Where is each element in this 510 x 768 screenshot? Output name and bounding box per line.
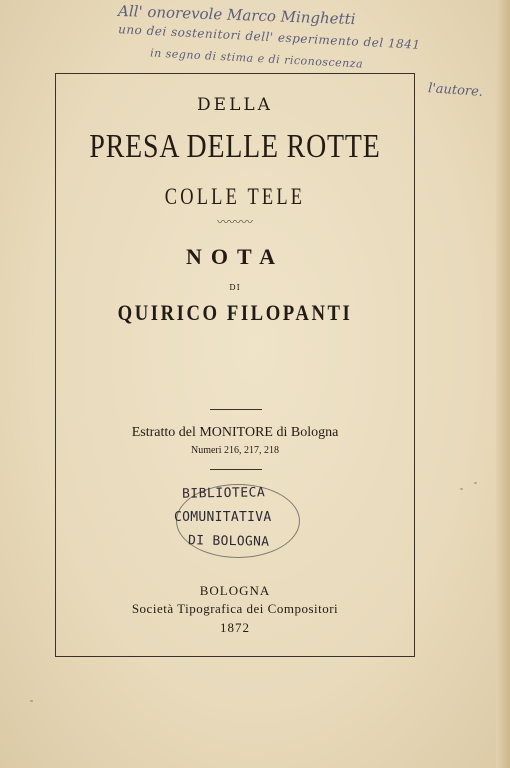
extract-line-2: Numeri 216, 217, 218 xyxy=(190,445,280,456)
imprint-year: 1872 xyxy=(220,620,250,635)
stamp-line-2: COMUNITATIVA xyxy=(174,510,272,525)
title-main: PRESA DELLE ROTTE xyxy=(89,128,381,165)
di-label: DI xyxy=(229,283,241,292)
stamp-line-3: DI BOLOGNA xyxy=(187,533,270,550)
inscription-line-1: All' onorevole Marco Minghetti xyxy=(117,1,356,29)
inscription-line-4: l'autore. xyxy=(427,81,484,100)
paper-speck xyxy=(460,488,463,490)
paper-speck xyxy=(30,700,33,702)
inscription-line-2: uno dei sostenitori dell' esperimento del 1841 xyxy=(117,22,421,52)
author-name: QUIRICO FILOPANTI xyxy=(117,300,353,325)
page-edge xyxy=(496,0,510,768)
divider-bottom xyxy=(210,469,262,470)
stamp-line-1: BIBLIOTECA xyxy=(181,485,266,502)
nota-heading: NOTA xyxy=(186,244,284,269)
title-ornament: 〰〰〰 xyxy=(216,215,253,229)
imprint-city: BOLOGNA xyxy=(199,583,271,598)
inscription-line-3: in segno di stima e di riconoscenza xyxy=(149,46,364,71)
imprint-publisher: Società Tipografica dei Compositori xyxy=(131,601,339,616)
divider-top xyxy=(210,409,262,410)
title-colle: COLLE TELE xyxy=(164,184,306,209)
library-stamp xyxy=(168,482,310,562)
title-della: DELLA xyxy=(197,95,273,115)
extract-line-1: Estratto del MONITORE di Bologna xyxy=(131,425,339,440)
paper-speck xyxy=(474,482,477,484)
